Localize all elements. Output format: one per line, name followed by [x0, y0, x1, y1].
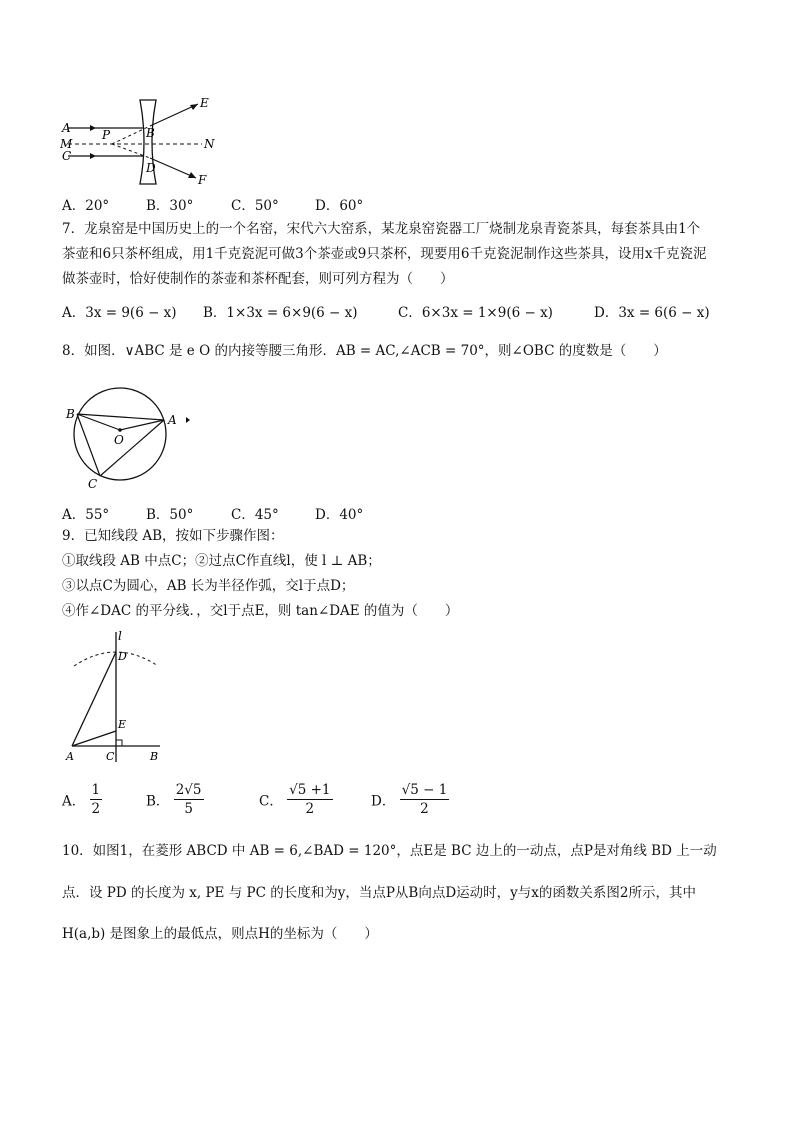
q8-label-b: B: [66, 407, 75, 421]
q9-option-a-fraction: [90, 781, 103, 818]
q6-label-m: M: [60, 137, 73, 151]
q8-option-a[interactable]: A．55°: [62, 507, 110, 523]
q9-label-c: C: [106, 750, 115, 763]
q9-label-a: A: [66, 750, 74, 763]
q9-stem: 9．已知线段 AB，按如下步骤作图：: [62, 528, 284, 544]
q9-label-e: E: [118, 718, 127, 731]
q9-option-c-denominator: 2: [305, 801, 315, 817]
q6-ray-be: [150, 104, 198, 126]
q9-option-d-numerator: √5 − 1: [401, 782, 448, 798]
q9-label-d: D: [118, 650, 127, 663]
q7-stem-line3: 做茶壶时，恰好使制作的茶壶和茶杯配套，则可列方程为（ ）: [62, 271, 454, 287]
q9-option-d-fraction: [400, 781, 450, 818]
q9-option-a-label: A．: [62, 793, 86, 810]
q9-option-c-numerator: √5 +1: [289, 782, 331, 798]
q9-step1: ①取线段 AB 中点C；②过点C作直线l，使 l ⊥ AB；: [62, 553, 381, 569]
q10-stem-line3: H(a,b) 是图象上的最低点，则点H的坐标为（ ）: [62, 926, 378, 942]
q6-label-c: C: [62, 149, 72, 163]
q6-ray-df: [150, 158, 196, 178]
q9-option-b-denominator: 5: [184, 801, 193, 817]
q6-option-c[interactable]: C．50°: [231, 198, 279, 214]
q9-option-a-denominator: 2: [91, 801, 101, 817]
q10-stem-line1: 10．如图1，在菱形 ABCD 中 AB = 6,∠BAD = 120°，点E是 BC 边上的一动点，点P是对角线 BD 上一动: [62, 843, 717, 859]
q6-option-d[interactable]: D．60°: [315, 198, 364, 214]
q6-option-b[interactable]: B．30°: [146, 198, 194, 214]
q9-option-c-fraction: [287, 781, 332, 818]
q8-option-d[interactable]: D．40°: [315, 507, 364, 523]
q6-label-f: F: [198, 173, 207, 187]
q6-label-p: P: [102, 128, 111, 142]
q7-stem-line1: 7．龙泉窑是中国历史上的一个名窑，宋代六大窑系，某龙泉窑瓷器工厂烧制龙泉青瓷茶具，每套茶具由1个: [62, 221, 701, 237]
q8-segment-ac: [100, 420, 164, 476]
q9-option-d[interactable]: [371, 781, 449, 818]
q6-label-d: D: [146, 161, 156, 175]
q7-stem-line2: 茶壶和6只茶杯组成，用1千克瓷泥可做3个茶壶或9只茶杯，现要用6千克瓷泥制作这些茶具，设用x千克瓷泥: [62, 246, 707, 262]
q6-label-b: B: [146, 126, 155, 140]
q9-option-d-label: D．: [371, 793, 396, 810]
q7-option-b[interactable]: B．1×3x = 6×9(6 − x): [203, 305, 358, 321]
q8-label-a: A: [168, 413, 177, 427]
q8-stem: 8．如图．∨ABC 是 e O 的内接等腰三角形．AB = AC,∠ACB = 70°，则∠OBC 的度数是（ ）: [62, 343, 667, 359]
q7-option-d[interactable]: D．3x = 6(6 − x): [594, 305, 710, 321]
q9-option-b-fraction: [174, 781, 204, 818]
q6-label-n: N: [204, 137, 215, 151]
q6-label-a: A: [62, 121, 71, 135]
q6-label-e: E: [200, 96, 209, 110]
q9-option-a-numerator: 1: [91, 782, 101, 798]
q9-option-b-numerator: 2√5: [175, 782, 202, 798]
q7-option-c[interactable]: C．6×3x = 1×9(6 − x): [398, 305, 553, 321]
q9-option-d-denominator: 2: [420, 801, 429, 817]
q9-option-b[interactable]: [146, 781, 204, 818]
q9-step2: ③以点C为圆心，AB 长为半径作弧，交l于点D；: [62, 578, 355, 594]
q8-label-c: C: [88, 477, 98, 491]
q8-option-c[interactable]: C．45°: [231, 507, 279, 523]
q9-label-l: l: [118, 629, 122, 643]
q6-lens-figure: [60, 92, 220, 187]
q8-center-point: [118, 428, 122, 432]
q8-label-o: O: [114, 433, 124, 447]
q10-stem-line2: 点．设 PD 的长度为 x, PE 与 PC 的长度和为y，当点P从B向点D运动时，y与x的函数关系图2所示，其中: [62, 885, 696, 901]
q9-right-angle-mark: [116, 740, 122, 746]
q9-option-a[interactable]: [62, 781, 102, 818]
q9-segment-ad: [72, 652, 116, 746]
q9-construction-figure: [60, 628, 180, 768]
q6-option-a[interactable]: A．20°: [62, 198, 110, 214]
q9-step3: ④作∠DAC 的平分线．，交l于点E，则 tan∠DAE 的值为（ ）: [62, 603, 459, 619]
q7-option-a[interactable]: A．3x = 9(6 − x): [62, 305, 177, 321]
q8-circle-figure: [60, 376, 200, 496]
q9-option-b-label: B．: [146, 793, 170, 810]
q9-label-b: B: [150, 750, 159, 763]
q9-option-c-label: C．: [259, 793, 283, 810]
q8-option-b[interactable]: B．50°: [146, 507, 194, 523]
q9-option-c[interactable]: [259, 781, 333, 818]
